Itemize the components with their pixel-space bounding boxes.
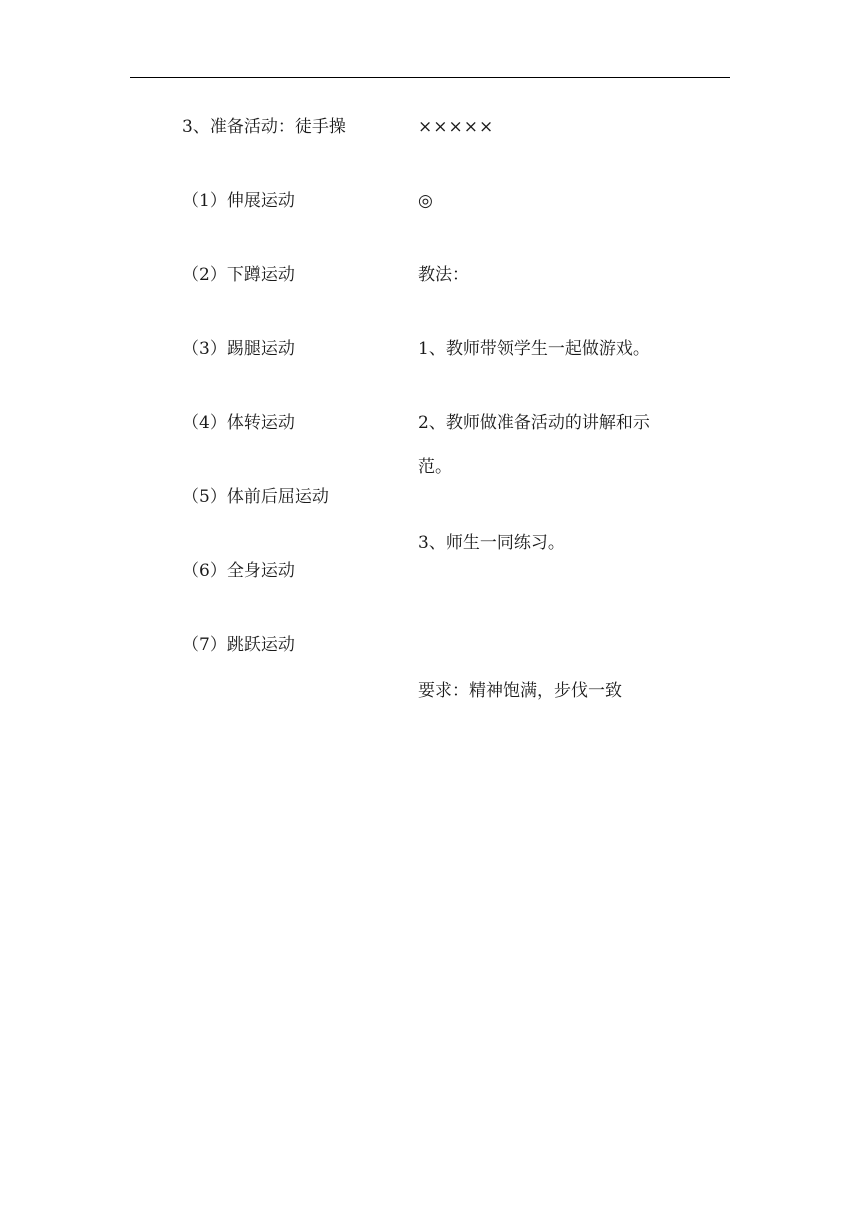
header-rule: [130, 77, 730, 78]
exercise-item-4: （4）体转运动: [182, 413, 295, 433]
teacher-mark: ◎: [418, 191, 433, 211]
exercise-item-5: （5）体前后屈运动: [182, 487, 329, 507]
method-step-2: 2、教师做准备活动的讲解和示: [418, 413, 650, 433]
exercise-item-2: （2）下蹲运动: [182, 265, 295, 285]
requirement-text: 要求：精神饱满，步伐一致: [418, 681, 622, 701]
exercise-item-7: （7）跳跃运动: [182, 635, 295, 655]
exercise-item-1: （1）伸展运动: [182, 191, 295, 211]
formation-row: ×××××: [418, 117, 495, 137]
method-step-1: 1、教师带领学生一起做游戏。: [418, 339, 650, 359]
method-step-2-continued: 范。: [418, 457, 452, 477]
method-heading: 教法：: [418, 265, 469, 285]
exercise-item-3: （3）踢腿运动: [182, 339, 295, 359]
section-heading: 3、准备活动：徒手操: [182, 117, 346, 137]
method-step-3: 3、师生一同练习。: [418, 533, 565, 553]
exercise-item-6: （6）全身运动: [182, 561, 295, 581]
